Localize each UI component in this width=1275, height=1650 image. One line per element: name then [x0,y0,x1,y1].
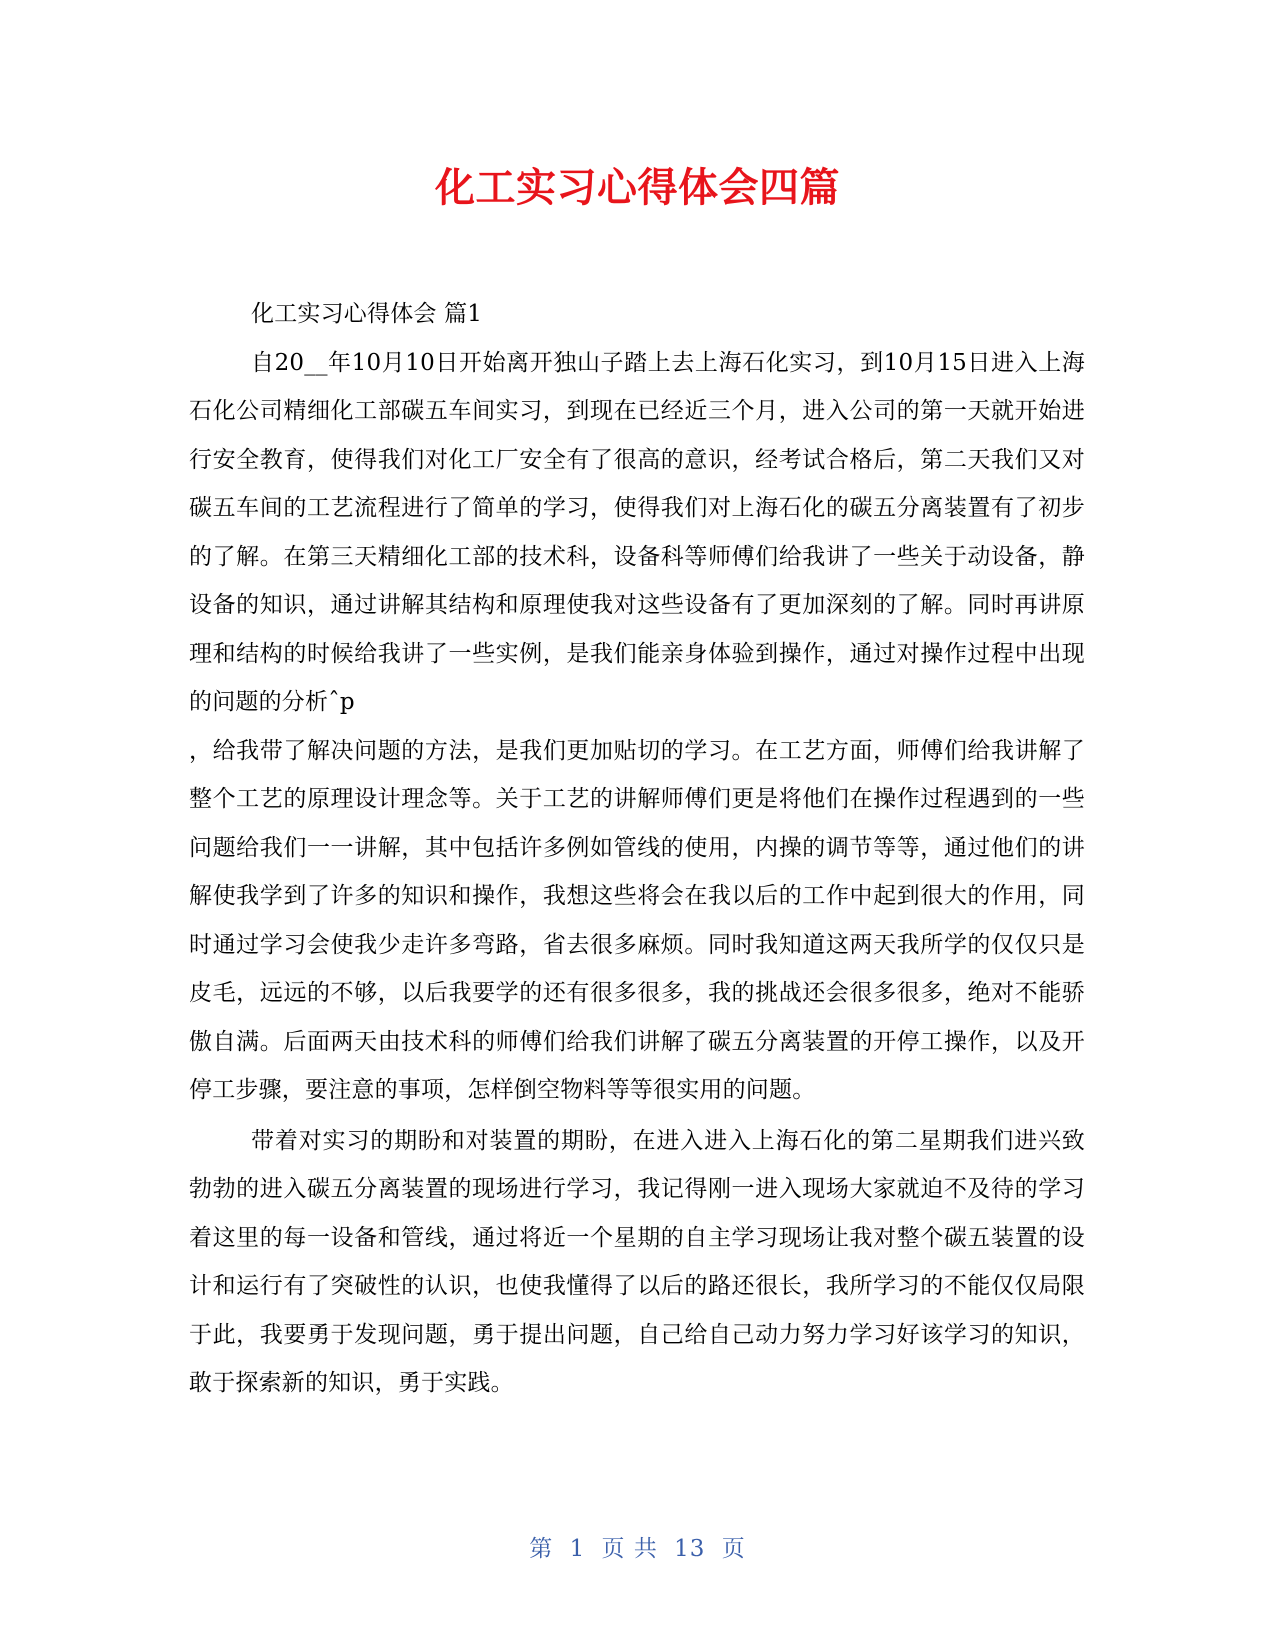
paragraph-3: 带着对实习的期盼和对装置的期盼，在进入进入上海石化的第二星期我们进兴致勃勃的进入碳五分离装置的现场进行学习，我记得刚一进入现场大家就迫不及待的学习着这里的每一设备和管线，通过将近一个星期的自主学习现场让我对整个碳五装置的设计和运行有了突破性的认识，也使我懂得了以后的路还很长，我所学习的不能仅仅局限于此，我要勇于发现问题，勇于提出问题，自己给自己动力努力学习好该学习的知识，敢于探索新的知识，勇于实践。 [189,1127,1085,1396]
page-footer [0,1530,1275,1563]
footer-prefix: 第 [529,1536,554,1562]
footer-page-number: 1 [569,1536,586,1562]
paragraph-2: ，给我带了解决问题的方法，是我们更加贴切的学习。在工艺方面，师傅们给我讲解了整个工艺的原理设计理念等。关于工艺的讲解师傅们更是将他们在操作过程遇到的一些问题给我们一一讲解，其中包括许多例如管线的使用，内操的调节等等，通过他们的讲解使我学到了许多的知识和操作，我想这些将会在我以后的工作中起到很大的作用，同时通过学习会使我少走许多弯路，省去很多麻烦。同时我知道这两天我所学的仅仅只是皮毛，远远的不够，以后我要学的还有很多很多，我的挑战还会很多很多，绝对不能骄傲自满。后面两天由技术科的师傅们给我们讲解了碳五分离装置的开停工操作，以及开停工步骤，要注意的事项，怎样倒空物料等等很实用的问题。 [189,737,1085,1103]
document-body [189,290,1085,1408]
document-title: 化工实习心得体会四篇 [435,165,840,211]
footer-suffix: 页 [721,1536,746,1562]
footer-total-pages: 13 [674,1536,706,1562]
section-heading: 化工实习心得体会 篇1 [251,301,483,327]
paragraph-1: 自20__年10月10日开始离开独山子踏上去上海石化实习，到10月15日进入上海石化公司精细化工部碳五车间实习，到现在已经近三个月，进入公司的第一天就开始进行安全教育，使得我们对化工厂安全有了很高的意识，经考试合格后，第二天我们又对碳五车间的工艺流程进行了简单的学习，使得我们对上海石化的碳五分离装置有了初步的了解。在第三天精细化工部的技术科，设备科等师傅们给我讲了一些关于动设备，静设备的知识，通过讲解其结构和原理使我对这些设备有了更加深刻的了解。同时再讲原理和结构的时候给我讲了一些实例，是我们能亲身体验到操作，通过对操作过程中出现的问题的分析ˆp [189,349,1085,715]
footer-middle: 页 共 [601,1536,658,1562]
